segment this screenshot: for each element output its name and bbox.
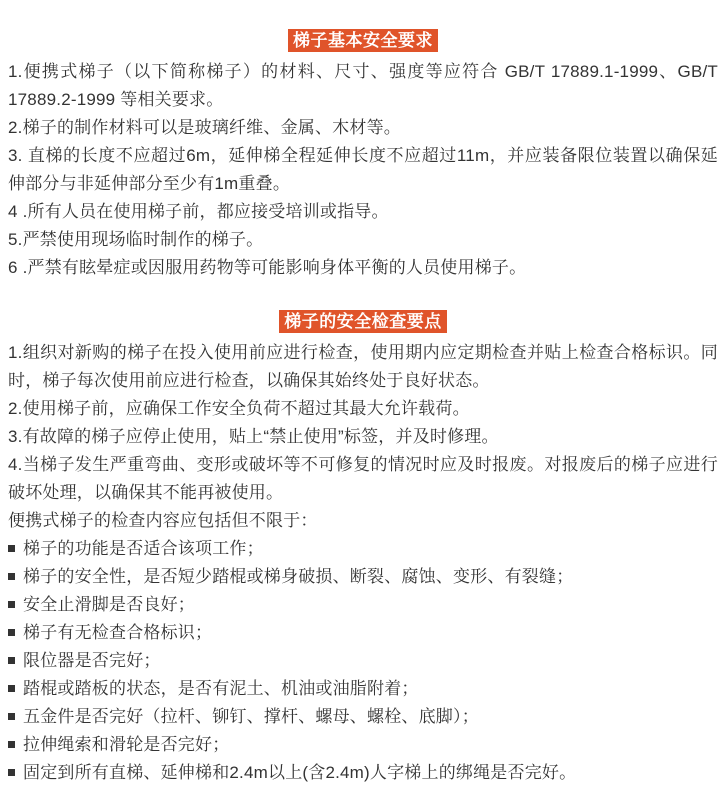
bullet-square-icon	[8, 685, 15, 692]
check-item-text: 安全止滑脚是否良好；	[23, 595, 195, 614]
check-item-safety-condition	[8, 563, 718, 591]
paragraph-training-required: 4 .所有人员在使用梯子前，都应接受培训或指导。	[8, 202, 389, 221]
paragraph-faulty-ladder-tagging: 3.有故障的梯子应停止使用，贴上“禁止使用”标签，并及时修理。	[8, 427, 499, 446]
check-item-anti-slip-feet	[8, 591, 718, 619]
check-item-inspection-label	[8, 619, 718, 647]
section-basic-safety-requirements	[8, 29, 718, 282]
inspection-checklist	[8, 535, 718, 787]
check-item-tie-ropes	[8, 759, 718, 787]
check-item-text: 梯子的安全性，是否短少踏棍或梯身破损、断裂、腐蚀、变形、有裂缝；	[23, 567, 574, 586]
section-title-basic-safety: 梯子基本安全要求	[288, 29, 438, 52]
paragraph-inspection-schedule: 1.组织对新购的梯子在投入使用前应进行检查，使用期内应定期检查并贴上检查合格标识。同时，梯子每次使用前应进行检查，以确保其始终处于良好状态。	[8, 343, 718, 390]
check-item-hardware	[8, 703, 718, 731]
check-item-rung-condition	[8, 675, 718, 703]
bullet-square-icon	[8, 601, 15, 608]
paragraph-checklist-intro: 便携式梯子的检查内容应包括但不限于：	[8, 511, 318, 530]
check-item-text: 固定到所有直梯、延伸梯和2.4m以上(含2.4m)人字梯上的绑绳是否完好。	[23, 763, 577, 782]
check-item-text: 限位器是否完好；	[23, 651, 161, 670]
section-title-wrap	[8, 29, 718, 52]
bullet-square-icon	[8, 713, 15, 720]
check-item-text: 踏棍或踏板的状态，是否有泥土、机油或油脂附着；	[23, 679, 419, 698]
check-item-limiter	[8, 647, 718, 675]
check-item-text: 梯子有无检查合格标识；	[23, 623, 213, 642]
bullet-square-icon	[8, 573, 15, 580]
paragraph-materials-standard: 1.便携式梯子（以下简称梯子）的材料、尺寸、强度等应符合 GB/T 17889.1-1999、GB/T 17889.2-1999 等相关要求。	[8, 62, 718, 109]
paragraph-health-restrictions: 6 .严禁有眩晕症或因服用药物等可能影响身体平衡的人员使用梯子。	[8, 258, 527, 277]
bullet-square-icon	[8, 741, 15, 748]
paragraph-length-limits: 3. 直梯的长度不应超过6m，延伸梯全程延伸长度不应超过11m，并应装备限位装置以确保延伸部分与非延伸部分至少有1m重叠。	[8, 146, 718, 193]
check-item-ropes-pulleys	[8, 731, 718, 759]
bullet-square-icon	[8, 769, 15, 776]
bullet-square-icon	[8, 545, 15, 552]
bullet-square-icon	[8, 657, 15, 664]
paragraph-load-limit: 2.使用梯子前，应确保工作安全负荷不超过其最大允许载荷。	[8, 399, 470, 418]
paragraph-scrapping-rules: 4.当梯子发生严重弯曲、变形或破坏等不可修复的情况时应及时报废。对报废后的梯子应进行破坏处理，以确保其不能再被使用。	[8, 455, 718, 502]
section-title-wrap	[8, 310, 718, 333]
check-item-text: 五金件是否完好（拉杆、铆钉、撑杆、螺母、螺栓、底脚）；	[23, 707, 479, 726]
check-item-text: 梯子的功能是否适合该项工作；	[23, 539, 264, 558]
check-item-text: 拉伸绳索和滑轮是否完好；	[23, 735, 230, 754]
section-safety-inspection-points	[8, 310, 718, 787]
check-item-function	[8, 535, 718, 563]
bullet-square-icon	[8, 629, 15, 636]
paragraph-construction-materials: 2.梯子的制作材料可以是玻璃纤维、金属、木材等。	[8, 118, 401, 137]
section-title-inspection: 梯子的安全检查要点	[279, 310, 447, 333]
paragraph-no-improvised-ladders: 5.严禁使用现场临时制作的梯子。	[8, 230, 264, 249]
